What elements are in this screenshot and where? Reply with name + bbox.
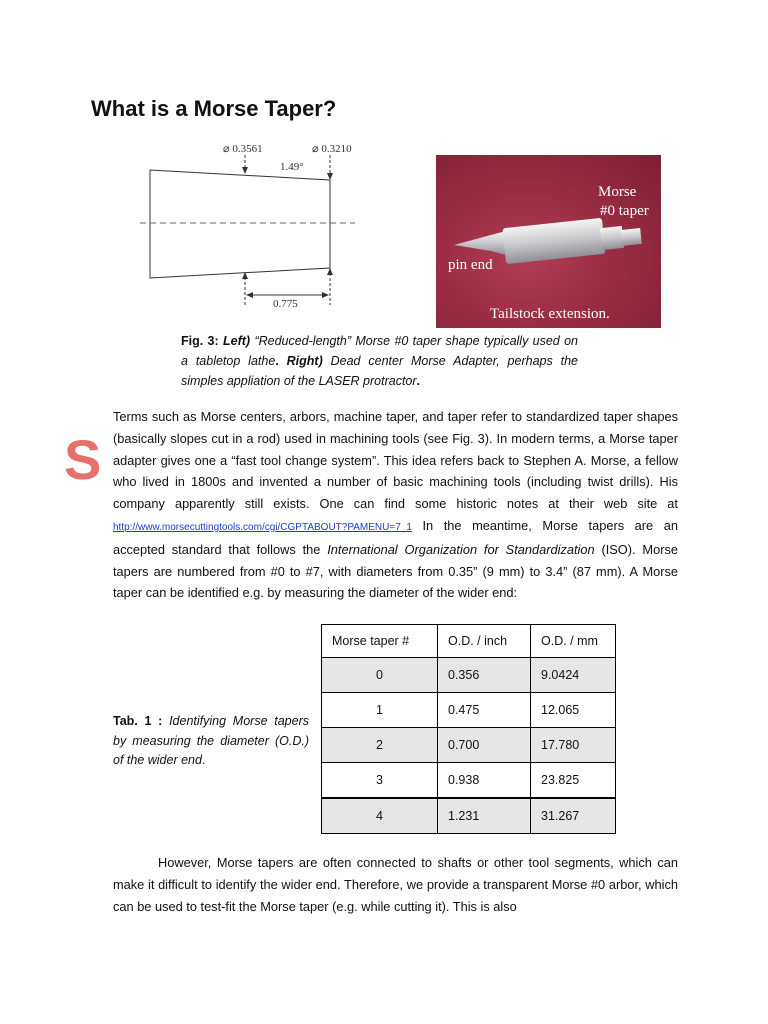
drop-cap: S <box>64 428 102 491</box>
table-row <box>322 763 616 799</box>
table-header: O.D. / mm <box>531 625 616 658</box>
table-caption-label: Tab. 1 : <box>113 714 163 728</box>
table-header: O.D. / inch <box>438 625 531 658</box>
table-header-row <box>322 625 616 658</box>
table-cell: 23.825 <box>531 763 616 799</box>
photo-label-taper: #0 taper <box>600 203 649 219</box>
angle-label: 1.49° <box>280 161 304 173</box>
caption-right-text: Dead center Morse Adapter, perhaps the simples appliation of the LASER protractor <box>181 354 578 388</box>
second-paragraph: However, Morse tapers are often connected to shafts or other tool segments, which can make it difficult to identify the wider end. Therefore, we provide a transparent Morse #0 arbor, which can be used to test-fit the Morse taper (e.g. while cutting it). This is also <box>113 855 678 914</box>
caption-left-text: “Reduced-length” Morse #0 taper shape typically used on a tabletop lathe <box>181 334 578 368</box>
intro-paragraph: Terms such as Morse centers, arbors, machine taper, and taper refer to standardized taper shapes (basically slopes cut in a rod) used in machining tools (see Fig. 3). In modern terms, a Morse taper adapter gives one a “fast tool change system”. This idea refers back to Stephen A. Morse, a fellow who lived in 1800s and invented a number of basic machining tools (including twist drills). His company apparently still exists. One can find some historic notes at their web site at http://www.morsecuttingtools.com/cgi/CGPTABOUT?PAMENU=7_1 In the meantime, Morse tapers are an accepted standard that follows the International Organization for Standardization (ISO). Morse tapers are numbered from #0 to #7, with diameters from 0.35” (9 mm) to 3.4” (87 mm). A Morse taper can be identified e.g. by measuring the diameter of the wider end: <box>113 409 678 601</box>
table-cell: 0.356 <box>438 658 531 693</box>
table-caption-text: Identifying Morse tapers by measuring the diameter (O.D.) of the wider end <box>113 714 309 767</box>
taper-outline <box>150 170 330 278</box>
figure-caption: Fig. 3: Left) “Reduced-length” Morse #0 taper shape typically used on a tabletop lathe. Right) Dead center Morse Adapter, perhaps the simples appliation of the LASER protractor. <box>181 334 578 388</box>
table-cell: 17.780 <box>531 728 616 763</box>
table-cell: 1 <box>322 693 438 728</box>
adapter-illustration <box>436 155 661 328</box>
table-cell: 12.065 <box>531 693 616 728</box>
caption-fig-label: Fig. 3: <box>181 334 219 348</box>
iso-name: International Organization for Standardization <box>327 541 595 557</box>
table-header: Morse taper # <box>322 625 438 658</box>
morse-taper-table <box>321 624 616 834</box>
table-cell: 9.0424 <box>531 658 616 693</box>
table-cell: 31.267 <box>531 798 616 834</box>
table-row <box>322 798 616 834</box>
length-label: 0.775 <box>273 298 298 310</box>
table-cell: 0.700 <box>438 728 531 763</box>
caption-left-label: Left) <box>223 334 251 348</box>
photo-label-tailstock: Tailstock extension. <box>490 306 610 322</box>
table-row <box>322 693 616 728</box>
table-cell: 0.475 <box>438 693 531 728</box>
table-cell: 3 <box>322 763 438 799</box>
table-row <box>322 728 616 763</box>
table-cell: 2 <box>322 728 438 763</box>
taper-diagram <box>140 140 360 315</box>
photo-label-pin-end: pin end <box>448 257 493 273</box>
dia-left-label: ⌀ 0.3561 <box>223 143 263 155</box>
caption-right-label: Right) <box>286 354 323 368</box>
morse-adapter-photo <box>436 155 661 328</box>
table-cell: 0.938 <box>438 763 531 799</box>
dia-right-label: ⌀ 0.3210 <box>312 143 352 155</box>
page-title: What is a Morse Taper? <box>91 96 337 121</box>
morse-website-link[interactable]: http://www.morsecuttingtools.com/cgi/CGPTABOUT?PAMENU=7_1 <box>113 521 412 533</box>
table-row <box>322 658 616 693</box>
photo-label-morse: Morse <box>598 184 637 200</box>
table-cell: 1.231 <box>438 798 531 834</box>
table-cell: 4 <box>322 798 438 834</box>
table-cell: 0 <box>322 658 438 693</box>
table-caption: Tab. 1 : Identifying Morse tapers by measuring the diameter (O.D.) of the wider end. <box>113 714 309 767</box>
